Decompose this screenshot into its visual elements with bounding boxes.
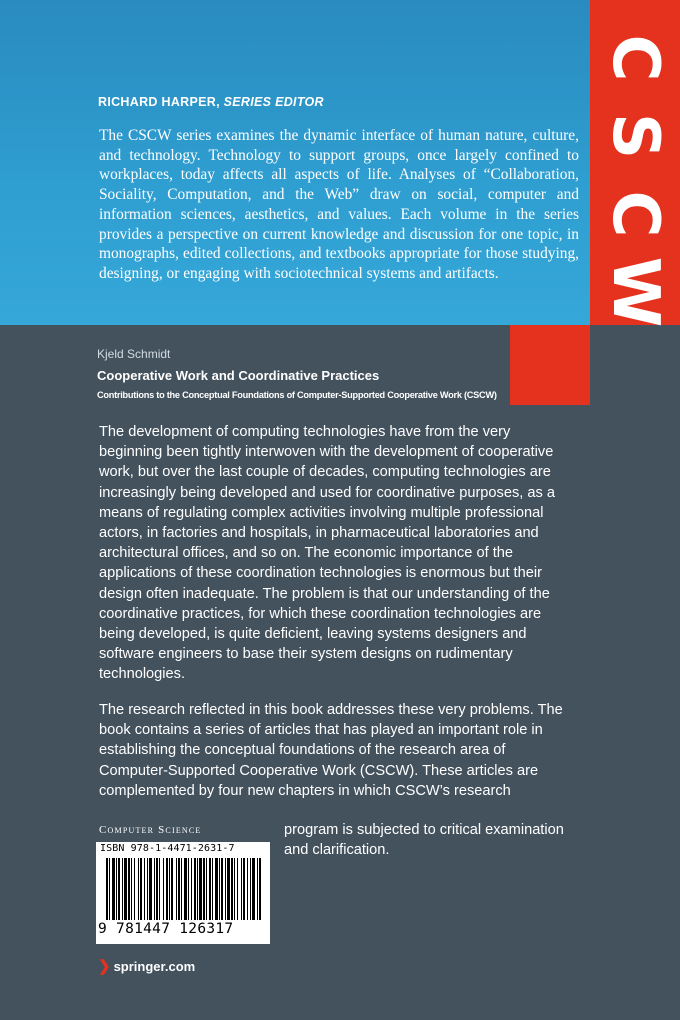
barcode-bar — [197, 858, 198, 920]
book-subtitle: Contributions to the Conceptual Foundations of Computer-Supported Cooperative Work (CSCW) — [97, 390, 497, 400]
barcode-bar — [171, 858, 173, 920]
barcode-bar — [131, 858, 132, 920]
logo-letter-s: S — [598, 112, 672, 160]
barcode-bar — [209, 858, 211, 920]
barcode-bar — [144, 858, 145, 920]
barcode-bar — [199, 858, 202, 920]
publisher-url[interactable]: springer.com — [113, 958, 196, 974]
category-label: Computer Science — [99, 824, 202, 836]
editor-role: SERIES EDITOR — [223, 95, 324, 109]
barcode-bar — [163, 858, 164, 920]
barcode-bar — [140, 858, 142, 920]
barcode-bar — [203, 858, 205, 920]
publisher[interactable] — [98, 957, 195, 975]
barcode-bar — [227, 858, 230, 920]
barcode-bar — [156, 858, 158, 920]
series-description: The CSCW series examines the dynamic interface of human nature, culture, and technology. Technology to support groups, once largely confined to workplaces, today affects all aspects of life. Analyses of “Collaboration, Sociality, Computation, and the Web” draw on social, computer and information sciences, aesthetics, and values. Each volume in the series provides a perspective on current knowledge and discussion for one topic, in monographs, edited collections, and textbooks appropriate for those studying, designing, or engaging with sociotechnical systems and artifacts. — [99, 127, 579, 282]
logo-letter-c2: C — [598, 190, 672, 238]
barcode-bar — [159, 858, 160, 920]
barcode-bar — [166, 858, 168, 920]
barcode — [96, 842, 270, 944]
blurb-paragraph-2: The research reflected in this book addresses these very problems. The book contains a series of articles that has played an important role in establishing the conceptual foundations of the research area of Computer-Supported Cooperative Work (CSCW). These articles are complemented by four new chapters in which CSCW’s research — [99, 702, 563, 799]
logo-letter-c1: C — [598, 34, 672, 82]
barcode-bar — [237, 858, 238, 920]
barcode-bar — [178, 858, 180, 920]
barcode-bar — [116, 858, 117, 920]
barcode-bar — [257, 858, 258, 920]
barcode-bar — [188, 858, 189, 920]
editor-name: RICHARD HARPER, — [98, 95, 220, 109]
logo-accent-square — [510, 325, 590, 405]
isbn-text: ISBN 978-1-4471-2631-7 — [100, 843, 235, 854]
barcode-bar — [181, 858, 182, 920]
barcode-bar — [221, 858, 223, 920]
barcode-bar — [176, 858, 177, 920]
barcode-bar — [259, 858, 261, 920]
barcode-bar — [191, 858, 192, 920]
barcode-bar — [215, 858, 218, 920]
barcode-bar — [109, 858, 110, 920]
barcode-bar — [225, 858, 226, 920]
barcode-bar — [231, 858, 233, 920]
barcode-bars — [106, 858, 262, 920]
barcode-bar — [252, 858, 255, 920]
barcode-bar — [247, 858, 248, 920]
barcode-bar — [212, 858, 213, 920]
barcode-bar — [241, 858, 242, 920]
barcode-bar — [250, 858, 251, 920]
barcode-bar — [243, 858, 245, 920]
blurb-paragraph-2-tail: program is subjected to critical examination and clarification. — [284, 822, 564, 859]
barcode-bar — [149, 858, 152, 920]
barcode-bar — [124, 858, 127, 920]
barcode-bar — [206, 858, 207, 920]
barcode-bar — [106, 858, 108, 920]
barcode-bar — [147, 858, 148, 920]
barcode-bar — [169, 858, 170, 920]
series-editor — [98, 95, 324, 109]
blurb-paragraph-1: The development of computing technologies have from the very beginning been tightly interwoven with the development of cooperative work, but over the last couple of decades, computing technologies are increasingly being developed and used for coordinative purposes, as a means of regulating complex activities involving multiple professional actors, in factories and hospitals, in pharmaceutical laboratories and architectural offices, and so on. The economic importance of the applications of these coordination technologies is enormous but their design often inadequate. The problem is that our understanding of the coordinative practices, for which these coordination technologies are being developed, is quite deficient, leaving systems designers and software engineers to base their system designs on rudimentary technologies. — [99, 424, 555, 683]
barcode-bar — [234, 858, 235, 920]
barcode-bar — [122, 858, 123, 920]
barcode-bar — [184, 858, 187, 920]
barcode-bar — [112, 858, 115, 920]
barcode-bar — [128, 858, 130, 920]
barcode-bar — [194, 858, 196, 920]
logo-letter-w: W — [598, 256, 672, 328]
barcode-bar — [134, 858, 135, 920]
barcode-bar — [154, 858, 155, 920]
book-title: Cooperative Work and Coordinative Practices — [97, 368, 380, 383]
barcode-bar — [138, 858, 139, 920]
ean-number: 9 781447 126317 — [98, 921, 234, 937]
chevron-right-icon: ❯ — [98, 958, 111, 975]
barcode-bar — [219, 858, 220, 920]
book-author: Kjeld Schmidt — [97, 347, 171, 361]
barcode-bar — [118, 858, 120, 920]
